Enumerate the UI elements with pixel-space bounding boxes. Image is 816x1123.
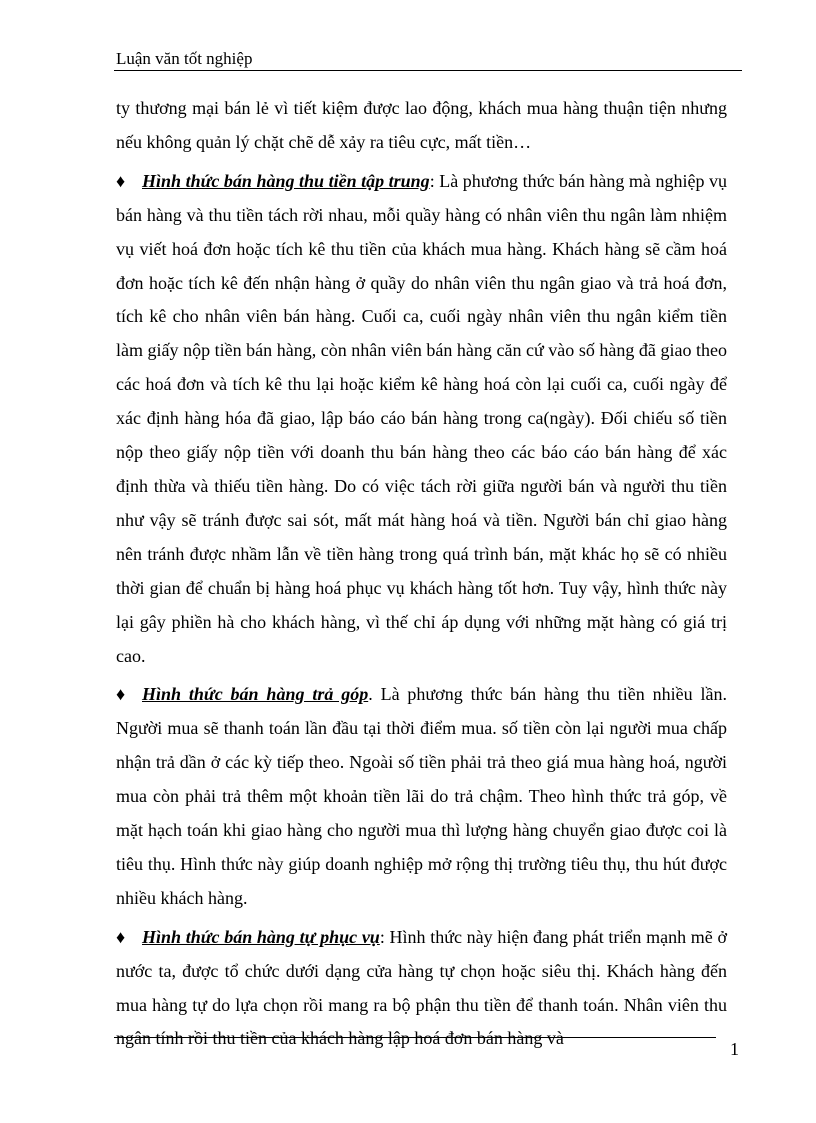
body-text <box>116 92 727 1061</box>
paragraph-continuation: ty thương mại bán lẻ vì tiết kiệm được lao động, khách mua hàng thuận tiện nhưng nếu không quản lý chặt chẽ dễ xảy ra tiêu cực, mất tiền… <box>116 98 727 152</box>
diamond-bullet-icon: ♦ <box>116 170 126 191</box>
page-number: 1 <box>730 1039 739 1059</box>
section-term: Hình thức bán hàng thu tiền tập trung <box>142 170 430 191</box>
footer-divider <box>114 1037 716 1038</box>
diamond-bullet-icon: ♦ <box>116 684 126 705</box>
section-text: . Là phương thức bán hàng thu tiền nhiều lần. Người mua sẽ thanh toán lần đầu tại thời điểm mua. số tiền còn lại người mua chấp nhận trả dần ở các kỳ tiếp theo. Ngoài số tiền phải trả theo giá mua hàng hoá, người mua còn phải trả thêm một khoản tiền lãi do trả chậm. Theo hình thức trả góp, về mặt hạch toán khi giao hàng cho người mua thì lượng hàng chuyển giao được coi là tiêu thụ. Hình thức này giúp doanh nghiệp mở rộng thị trường tiêu thụ, thu hút được nhiều khách hàng. <box>116 684 727 908</box>
header-title: Luận văn tốt nghiệp <box>116 49 253 68</box>
section-term: Hình thức bán hàng trả góp <box>142 684 369 705</box>
header-divider <box>114 70 742 71</box>
section-text: : Là phương thức bán hàng mà nghiệp vụ bán hàng và thu tiền tách rời nhau, mỗi quầy hàng có nhân viên thu ngân làm nhiệm vụ viết hoá đơn hoặc tích kê thu tiền của khách mua hàng. Khách hàng sẽ cầm hoá đơn hoặc tích kê đến nhận hàng ở quầy do nhân viên thu ngân giao và trả hoá đơn, tích kê cho nhân viên bán hàng. Cuối ca, cuối ngày nhân viên thu ngân kiểm tiền làm giấy nộp tiền bán hàng, còn nhân viên bán hàng căn cứ vào số hàng đã giao theo các hoá đơn và tích kê thu lại hoặc kiểm kê hàng hoá còn lại cuối ca, cuối ngày để xác định hàng hóa đã giao, lập báo cáo bán hàng trong ca(ngày). Đối chiếu số tiền nộp theo giấy nộp tiền với doanh thu bán hàng theo các báo cáo bán hàng để xác định thừa và thiếu tiền hàng. Do có việc tách rời giữa người bán và người thu tiền như vậy sẽ tránh được sai sót, mất mát hàng hoá và tiền. Người bán chỉ giao hàng nên tránh được nhầm lẫn về tiền hàng trong quá trình bán, mặt khác họ sẽ có nhiều thời gian để chuẩn bị hàng hoá phục vụ khách hàng tốt hơn. Tuy vậy, hình thức này lại gây phiền hà cho khách hàng, vì thế chỉ áp dụng với những mặt hàng có giá trị cao. <box>116 170 727 666</box>
diamond-bullet-icon: ♦ <box>116 926 126 947</box>
section-term: Hình thức bán hàng tự phục vụ <box>142 926 380 947</box>
section-centralized-payment <box>116 165 727 674</box>
section-installment <box>116 678 727 915</box>
section-text: : Hình thức này hiện đang phát triển mạnh mẽ ở nước ta, được tổ chức dưới dạng cửa hàng tự chọn hoặc siêu thị. Khách hàng đến mua hàng tự do lựa chọn rồi mang ra bộ phận thu tiền để thanh toán. Nhân viên thu ngân tính rồi thu tiền của khách hàng lập hoá đơn bán hàng và <box>116 926 727 1049</box>
